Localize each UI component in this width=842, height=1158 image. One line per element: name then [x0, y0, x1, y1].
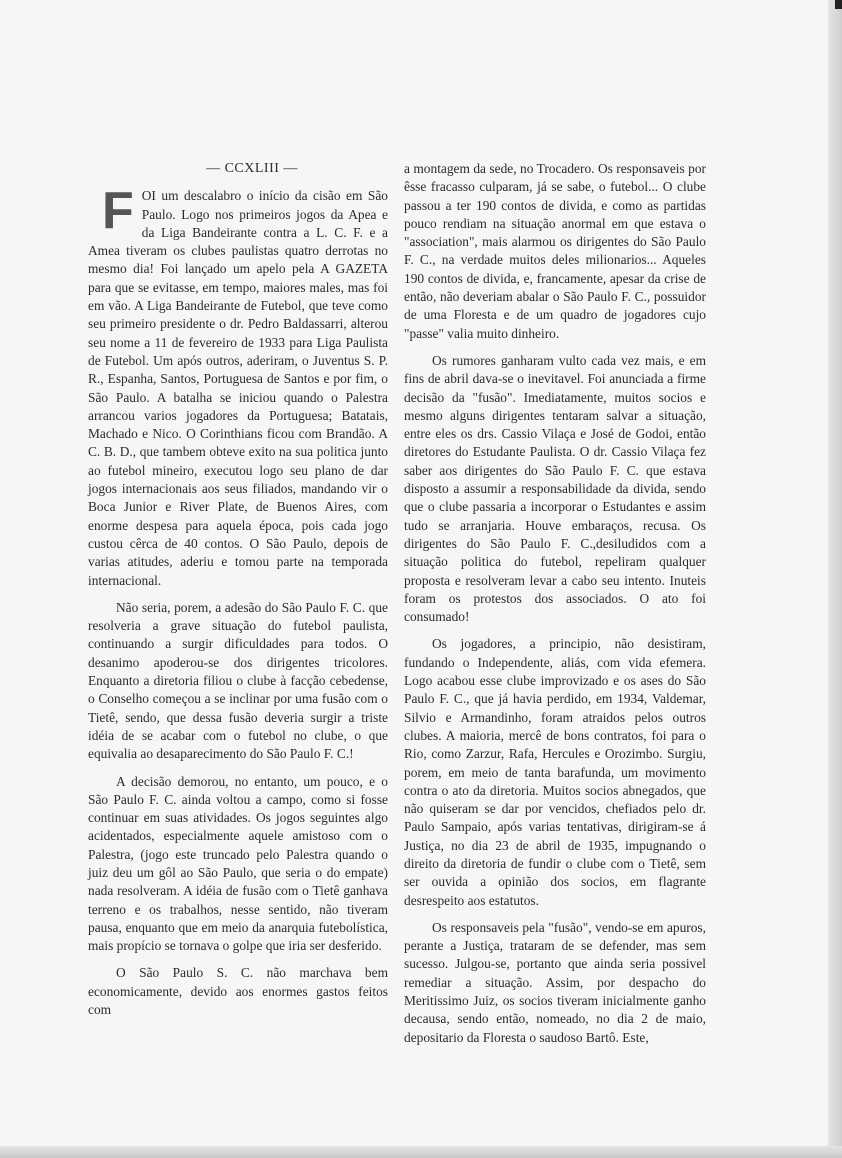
scan-edge-right: [828, 0, 842, 1158]
paragraph-4: O São Paulo S. C. não marchava bem economicamente, devido aos enormes gastos feitos com: [88, 965, 388, 1018]
left-column: [88, 160, 388, 1019]
paragraph-7: Os jogadores, a principio, não desistiram, fundando o Independente, aliás, com vida efemera. Logo acabou esse clube improvizado e os ases do São Paulo F. C., que já havia perdido, em 1934, Valdemar, Silvio e Armandinho, foram atraidos pelos outros clubes. A maioria, mercê de bons contratos, foi para o Rio, como Zarzur, Rafa, Hercules e Orozimbo. Surgiu, porem, em meio de tanta barafunda, um movimento contra o ato da diretoria. Muitos socios abnegados, que não quiseram se dar por vencidos, chefiados pelo dr. Paulo Sampaio, após varias tentativas, dirigiram-se á Justiça, no dia 23 de abril de 1935, impugnando o direito da diretoria de fundir o clube com o Tietê, sem ser ouvida a opinião dos socios, em flagrante desrespeito aos estatutos.: [404, 636, 706, 908]
paragraph-6: Os rumores ganharam vulto cada vez mais, e em fins de abril dava-se o inevitavel. Foi anunciada a firme decisão da "fusão". Imediatamente, muitos socios e mesmo alguns dirigentes tentaram salvar a situação, entre eles os drs. Cassio Vilaça e José de Godoi, então diretores do Estudante Paulista. O dr. Cassio Vilaça fez saber aos dirigentes do São Paulo F. C. que estava disposto a assumir a responsabilidade da divida, sendo que o clube passaria a incorporar o Estudantes e assim tudo se arranjaria. Houve embaraços, recusa. Os dirigentes do São Paulo F. C.,desiludidos com a situação politica do futebol, repeliram qualquer proposta e resolveram levar a cabo seu intento. Inuteis foram os protestos dos associados. O ato foi consumado!: [404, 352, 706, 625]
paragraph-3: A decisão demorou, no entanto, um pouco, e o São Paulo F. C. ainda voltou a campo, como si fosse continuar em suas atividades. Os jogos seguintes algo acidentados, especialmente aquele amistoso com o Palestra, (jogo este truncado pelo Palestra quando o juiz deu um gôl ao São Paulo, que seria o do empate) nada resolveram. A idéia de fusão com o Tietê ganhava terreno e os trabalhos, nesse sentido, não tiveram pausa, enquanto que em meio da anarquia futebolística, mais propício se tornava o golpe que iria ser desferido.: [88, 773, 388, 954]
scan-corner-mark: [835, 0, 842, 9]
paragraph-1: [88, 182, 388, 590]
paragraph-8: Os responsaveis pela "fusão", vendo-se em apuros, perante a Justiça, trataram de se defender, mas sem sucesso. Julgou-se, portanto que ainda seria possivel remediar a situação. Assim, por despacho do Meritissimo Juiz, os socios tiveram inicialmente ganho decausa, sendo então, nomeado, no dia 2 de maio, depositario da Floresta o saudoso Bartô. Este,: [404, 919, 706, 1045]
chapter-title: — CCXLIII —: [206, 161, 298, 176]
drop-cap: F: [102, 182, 134, 241]
paragraph-5: a montagem da sede, no Trocadero. Os responsaveis por êsse fracasso culparam, já se sabe, o futebol... O clube passou a ter 190 contos de divida, e como as partidas pouco rendiam na situação anormal em que estava o "association", mais alarmou os dirigentes do São Paulo F. C., na verdade muitos deles milionarios... Aqueles 190 contos de divida, e, francamente, apesar da crise de então, não deveriam abalar o São Paulo F. C., possuidor de uma Floresta e de um quadro de jogadores cujo "passe" valia muito dinheiro.: [404, 161, 706, 341]
paragraph-2: Não seria, porem, a adesão do São Paulo F. C. que resolveria a grave situação do futebol paulista, continuando a surgir dificuldades para todos. O desanimo apoderou-se dos dirigentes tricolores. Enquanto a diretoria filiou o clube à facção cebedense, o Conselho começou a se inclinar por uma fusão com o Tietê, sendo, que dessa fusão deveria surgir a triste idéia de se acabar com o futebol no clube, o que equivalia ao desaparecimento do São Paulo F. C.!: [88, 599, 388, 762]
paragraph-1-text: OI um descalabro o início da cisão em São Paulo. Logo nos primeiros jogos da Apea e da Liga Bandeirante contra a L. C. F. e a Amea tiveram os clubes paulistas quatro derrotas no mesmo dia! Foi lançado um apelo pela A GAZETA para que se evitasse, em tempo, maiores males, mas foi em vão. A Liga Bandeirante de Futebol, que teve como seu primeiro presidente o dr. Pedro Baldassarri, alterou seu nome a 11 de fevereiro de 1933 para Liga Paulista de Futebol. Um após outros, aderiram, o Juventus S. P. R., Espanha, Santos, Portuguesa de Santos e por fim, o São Paulo. A batalha se iniciou quando o Palestra arrancou varios jogadores da Portuguesa; Batatais, Machado e Nico. O Corinthians ficou com Brandão. A C. B. D., que tambem obteve exito na sua politica junto ao futebol mineiro, executou logo seu plano de dar jogos internacionais aos seus filiados, mandando vir o Boca Junior e River Plate, de Buenos Aires, com enorme despesa para aquela época, pois cada jogo custou cêrca de 40 contos. O São Paulo, depois de varias atitudes, aderiu e tomou parte na temporada internacional.: [88, 188, 388, 588]
scan-edge-bottom: [0, 1146, 842, 1158]
right-column: [404, 160, 706, 1047]
